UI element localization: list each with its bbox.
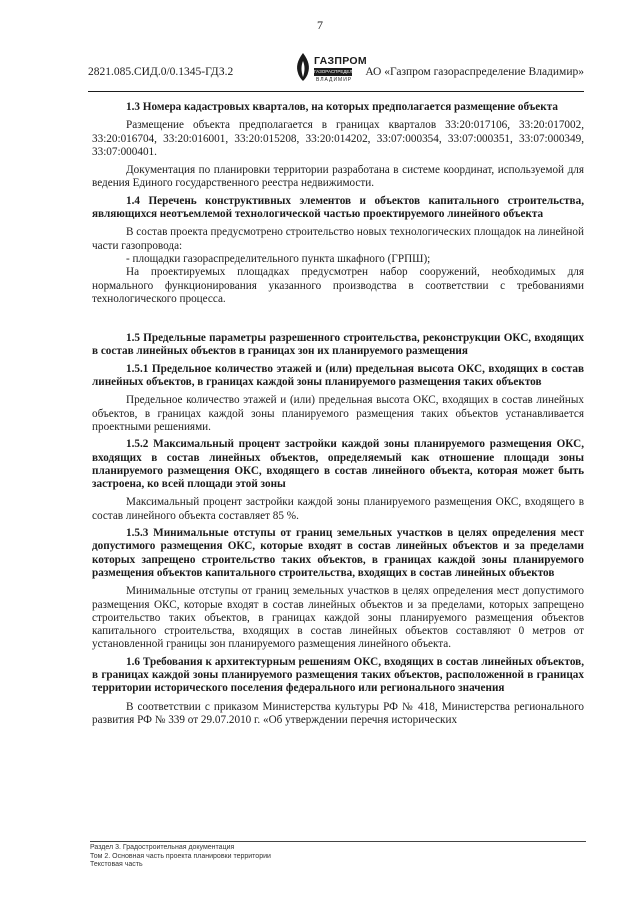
footer-line-3: Текстовая часть — [90, 861, 143, 869]
section-1-5-heading: 1.5 Предельные параметры разрешенного строительства, реконструкции ОКС, входящих в состав линейных объектов в границах зон их планируемого размещения — [92, 332, 584, 358]
section-1-5-3-heading: 1.5.3 Минимальные отступы от границ земельных участков в целях определения мест допустимого размещения ОКС, которые входят в состав линейных объектов и за пределами которых запрещено строительство таких объектов, в границах каждой зоны планируемого размещения объектов капитального строительства, входящих в состав линейных объектов — [92, 527, 584, 579]
organization-name: АО «Газпром газораспределение Владимир» — [365, 66, 584, 78]
page-number: 7 — [317, 18, 323, 32]
section-1-4-paragraph-2: На проектируемых площадках предусмотрен набор сооружений, необходимых для нормального функционирования указанного производства в соответствии с требованиями технологического процесса. — [92, 266, 584, 305]
page-footer — [90, 841, 586, 870]
section-1-5-1-paragraph: Предельное количество этажей и (или) предельная высота ОКС, входящих в состав линейных объектов, в границах каждой зоны планируемого размещения таких объектов устанавливается проектными решениями. — [92, 394, 584, 433]
section-1-3-paragraph-1: Размещение объекта предполагается в границах кварталов 33:20:017106, 33:20:017002, 33:20:016704, 33:20:016001, 33:20:015208, 33:20:014202, 33:07:000354, 33:07:000351, 33:07:000349, 33:07:000401. — [92, 119, 584, 158]
section-1-4-list-item: - площадки газораспределительного пункта шкафного (ГРПШ); — [126, 252, 431, 265]
flame-icon — [294, 52, 312, 82]
section-1-4-paragraph-1: В состав проекта предусмотрено строительство новых технологических площадок на линейной части газопровода: — [92, 226, 584, 252]
section-1-6-heading: 1.6 Требования к архитектурным решениям ОКС, входящих в состав линейных объектов, в границах каждой зоны планируемого размещения таких объектов, расположенной в границах территории исторического поселения федерального или регионального значения — [92, 655, 584, 695]
section-1-5-1-heading: 1.5.1 Предельное количество этажей и (или) предельная высота ОКС, входящих в состав линейных объектов, в границах каждой зоны планируемого размещения таких объектов — [92, 362, 584, 389]
logo-subtitle: ГАЗОРАСПРЕДЕЛЕНИЕ — [314, 69, 365, 74]
header-divider — [88, 91, 584, 92]
section-1-3-heading: 1.3 Номера кадастровых кварталов, на которых предполагается размещение объекта — [126, 101, 558, 113]
gazprom-logo — [294, 52, 367, 94]
logo-city: ВЛАДИМИР — [316, 77, 353, 83]
footer-line-2: Том 2. Основная часть проекта планировки территории — [90, 852, 271, 860]
logo-wordmark: ГАЗПРОМ — [314, 55, 367, 67]
section-1-6-paragraph: В соответствии с приказом Министерства культуры РФ № 418, Министерства регионального развития РФ № 339 от 29.07.2010 г. «Об утверждении перечня исторических — [92, 700, 584, 726]
document-code: 2821.085.СИД.0/0.1345-ГДЗ.2 — [88, 66, 234, 78]
page-body — [92, 97, 584, 727]
section-1-3-paragraph-2: Документация по планировки территории разработана в системе координат, используемой для ведения Единого государственного реестра недвижимости. — [92, 164, 584, 190]
section-1-5-2-heading: 1.5.2 Максимальный процент застройки каждой зоны планируемого размещения ОКС, входящих в состав линейных объектов, определяемый как отношение площади зоны планируемого размещения ОКС, входящего в состав линейного объекта, которая может быть застроена, ко всей площади этой зоны — [92, 438, 584, 491]
section-1-5-2-paragraph: Максимальный процент застройки каждой зоны планируемого размещения ОКС, входящего в состав линейного объекта составляет 85 %. — [92, 496, 584, 522]
footer-line-1: Раздел 3. Градостроительная документация — [90, 844, 235, 851]
section-1-5-3-paragraph: Минимальные отступы от границ земельных участков в целях определения мест допустимого размещения ОКС, которые входят в состав линейных объектов и за пределами, которых запрещено строительство таких объектов, в границах каждой зоны планируемого размещения объектов капитального строительства, входящих в состав линейных объектов составляют 0 метров от установленной границы зон планируемого размещения линейного объекта. — [92, 585, 584, 651]
section-1-4-heading: 1.4 Перечень конструктивных элементов и объектов капитального строительства, являющихся неотъемлемой технологической частью проектируемого линейного объекта — [92, 194, 584, 221]
